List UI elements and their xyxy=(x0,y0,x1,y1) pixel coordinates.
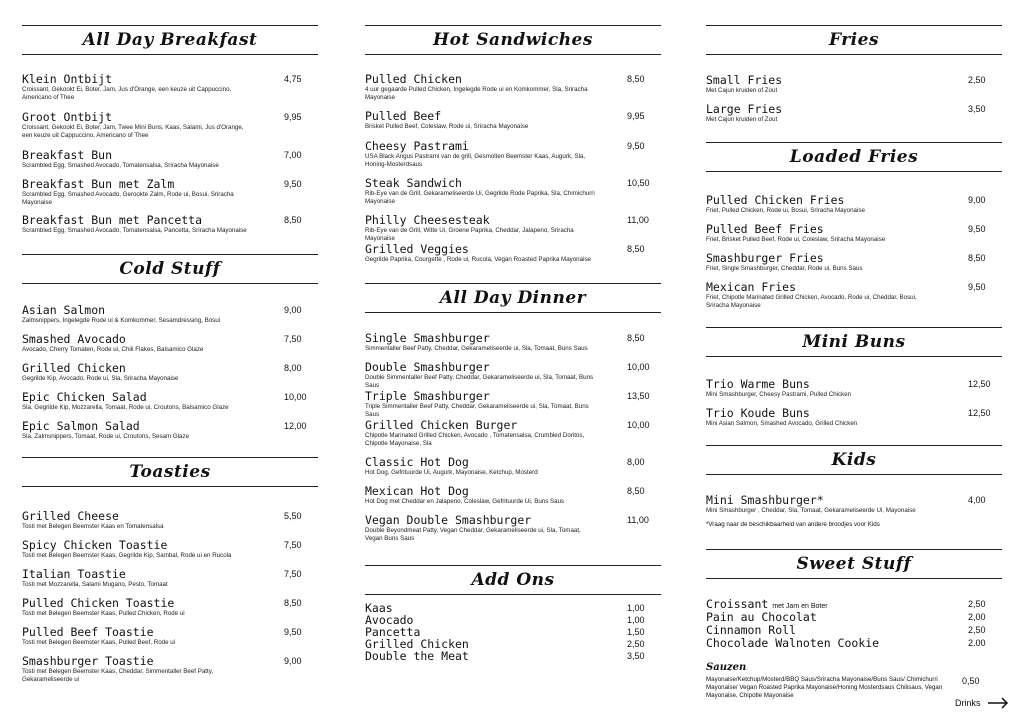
item-price: 1,00 xyxy=(627,603,645,613)
section-header-cold xyxy=(22,254,318,284)
item-name: Groot Ontbijt xyxy=(22,110,113,124)
item-name: Pulled Beef Toastie xyxy=(22,625,154,639)
menu-item xyxy=(365,361,661,389)
menu-item xyxy=(706,74,1002,95)
menu-item xyxy=(365,485,661,506)
item-description: Tosti met Belegen Beemster Kaas, Pulled Beef, Rode ui xyxy=(22,639,176,646)
item-description: Gegrilde Paprika, Courgette , Rode ui, Rucola, Vegan Roasted Paprika Mayonaise xyxy=(365,256,591,263)
item-description: Scrambled Egg, Smashed Avocado, Tomatensalsa, Sriracha Mayonaise xyxy=(22,162,219,169)
item-description: Brisket Pulled Beef, Coleslaw, Rode ui, Sriracha Mayonaise xyxy=(365,123,529,130)
item-name: Breakfast Bun met Pancetta xyxy=(22,213,203,227)
item-name: Klein Ontbijt xyxy=(22,72,113,86)
section-title: Fries xyxy=(828,30,880,50)
item-price: 9,50 xyxy=(284,627,302,637)
item-name: Breakfast Bun met Zalm xyxy=(22,177,175,191)
item-name: Vegan Double Smashburger xyxy=(365,513,532,527)
item-price: 9,95 xyxy=(284,112,302,122)
menu-item xyxy=(22,73,318,101)
item-price: 8,00 xyxy=(284,363,302,373)
item-price: 4,00 xyxy=(968,495,986,505)
menu-item xyxy=(22,510,318,531)
item-name: Large Fries xyxy=(706,102,783,116)
item-description: Hot Dog, Gefrituurde Ui, Augurk, Mayonaise, Ketchup, Mosterd xyxy=(365,469,538,476)
section-title: Hot Sandwiches xyxy=(433,30,593,50)
menu-item xyxy=(365,214,661,242)
item-price: 12,00 xyxy=(284,421,307,431)
item-name: Triple Smashburger xyxy=(365,389,490,403)
item-description: Gegrilde Kip, Avocado, Rode ui, Sla, Sriracha Mayonaise xyxy=(22,375,179,382)
menu-item xyxy=(365,140,661,168)
menu-item xyxy=(22,362,318,383)
item-name-text: Croissant xyxy=(706,597,769,611)
item-price: 9,50 xyxy=(284,179,302,189)
item-name: Italian Toastie xyxy=(22,567,126,581)
item-price: 9,50 xyxy=(968,282,986,292)
item-name: Pulled Chicken Toastie xyxy=(22,596,175,610)
item-price: 1,50 xyxy=(627,627,645,637)
item-name: Classic Hot Dog xyxy=(365,455,469,469)
item-price: 13,50 xyxy=(627,391,650,401)
item-price: 9,50 xyxy=(627,141,645,151)
menu-item xyxy=(365,73,661,101)
menu-item xyxy=(365,419,661,447)
item-price: 9,00 xyxy=(284,656,302,666)
menu-item xyxy=(706,637,1002,650)
item-name: Smashed Avocado xyxy=(22,332,126,346)
item-name: Philly Cheesesteak xyxy=(365,213,490,227)
item-price: 10,50 xyxy=(627,178,650,188)
item-name: Small Fries xyxy=(706,73,783,87)
section-header-kids xyxy=(706,445,1002,475)
menu-item xyxy=(22,333,318,354)
item-price: 2.00 xyxy=(968,638,986,648)
item-description: Sla, Gegrilde Kip, Mozzarella, Tomaat, Rode ui, Croutons, Balsamico Glaze xyxy=(22,404,229,411)
item-name: Avocado xyxy=(365,613,414,627)
menu-item xyxy=(22,178,318,206)
item-name: Asian Salmon xyxy=(22,303,106,317)
item-description: Double Simmentaller Beef Patty, Cheddar, Gekarameliseerde ui, Sla, Tomaat, Buns Saus xyxy=(365,374,594,389)
item-price: 8,50 xyxy=(284,215,302,225)
menu-item xyxy=(22,149,318,170)
item-name: Grilled Chicken xyxy=(365,637,469,651)
sauzen-price: 0,50 xyxy=(962,676,980,686)
menu-item xyxy=(706,494,1002,515)
item-price: 9,95 xyxy=(627,111,645,121)
section-header-loaded-fries xyxy=(706,142,1002,172)
item-name: Pancetta xyxy=(365,625,421,639)
item-price: 9,00 xyxy=(968,195,986,205)
item-name: Smashburger Toastie xyxy=(22,654,154,668)
section-title: Kids xyxy=(831,450,877,470)
item-price: 8,50 xyxy=(627,74,645,84)
item-description: Mini Smashburger , Cheddar, Sla, Tomaat, Gekarameliseerde Ui, Mayonaise xyxy=(706,507,916,514)
menu-item xyxy=(706,407,1002,428)
arrow-right-icon xyxy=(987,697,1009,709)
menu-item xyxy=(706,103,1002,124)
section-header-toasties xyxy=(22,457,318,487)
item-name: Double the Meat xyxy=(365,649,469,663)
item-name: Grilled Veggies xyxy=(365,242,469,256)
item-description: Friet, Pulled Chicken, Rode ui, Bosui, Sriracha Mayonaise xyxy=(706,207,865,214)
item-description: Sla, Zalmsnippers, Tomaat, Rode ui, Croutons, Sesam Glaze xyxy=(22,433,190,440)
menu-item xyxy=(22,626,318,647)
drinks-link[interactable] xyxy=(955,697,1009,709)
item-price: 12,50 xyxy=(968,408,991,418)
item-price: 12,50 xyxy=(968,379,991,389)
item-price: 7,00 xyxy=(284,150,302,160)
item-price: 1,00 xyxy=(627,615,645,625)
item-description: Chipotle Marinated Grilled Chicken, Avocado , Tomatensalsa, Crumbled Doritos, Chipotle Mayonaise, Sla xyxy=(365,432,585,447)
item-description: USA Black Angus Pastrami van de grill, Gesmolten Beemster Kaas, Augurk, Sla, Honing-Mosterdsaus xyxy=(365,153,586,168)
menu-item xyxy=(365,650,661,663)
item-price: 10,00 xyxy=(627,362,650,372)
item-price: 3,50 xyxy=(968,104,986,114)
item-description: Hot Dog met Cheddar en Jalapeno, Coleslaw, Gefrituurde Ui, Buns Saus xyxy=(365,498,565,505)
menu-item xyxy=(22,111,318,139)
menu-item xyxy=(706,194,1002,215)
drinks-label: Drinks xyxy=(955,698,981,708)
menu-item xyxy=(365,456,661,477)
item-name: Pain au Chocolat xyxy=(706,610,817,624)
menu-item xyxy=(706,281,1002,309)
item-name: Mini Smashburger* xyxy=(706,493,824,507)
item-description: Zalmsnippers, Ingelegde Rode ui & Komkommer, Sesamdressing, Bosui xyxy=(22,317,221,324)
item-name: Pulled Chicken xyxy=(365,72,462,86)
section-title: All Day Breakfast xyxy=(82,30,258,50)
item-price: 7,50 xyxy=(284,540,302,550)
item-name: Mexican Hot Dog xyxy=(365,484,469,498)
item-description: Tosti met Mozzarella, Salami Mugano, Pesto, Tomaat xyxy=(22,581,168,588)
section-header-dinner xyxy=(365,283,661,313)
section-header-hot-sandwiches xyxy=(365,25,661,55)
item-price: 8,50 xyxy=(627,486,645,496)
section-title: Cold Stuff xyxy=(119,259,221,279)
item-name: Grilled Cheese xyxy=(22,509,119,523)
item-price: 3,50 xyxy=(627,651,645,661)
sauzen-title: Sauzen xyxy=(706,662,747,673)
menu-item xyxy=(365,110,661,131)
item-price: 2,00 xyxy=(968,612,986,622)
item-price: 10,00 xyxy=(627,420,650,430)
kids-note: *Vraag naar de beschikbaarheid van andere broodjes voor Kids xyxy=(706,521,880,528)
item-price: 8,00 xyxy=(627,457,645,467)
item-description: Mini Asian Salmon, Smashed Avocado, Grilled Chicken xyxy=(706,420,858,427)
item-price: 8,50 xyxy=(968,253,986,263)
item-price: 4,75 xyxy=(284,74,302,84)
section-title: Add Ons xyxy=(471,570,555,590)
section-header-sweet xyxy=(706,549,1002,579)
section-header-addons xyxy=(365,565,661,595)
item-description: Tosti met Belegen Beemster Kaas, Cheddar, Simmentaller Beef Patty, Gekarameliseerde ui xyxy=(22,668,214,683)
item-description: Simmentaller Beef Patty, Cheddar, Gekarameliseerde ui, Sla, Tomaat, Buns Saus xyxy=(365,345,588,352)
item-description: Triple Simmentaller Beef Patty, Cheddar, Gekarameliseerde ui, Sla, Tomaat, Buns Saus xyxy=(365,403,589,418)
item-description: Rib-Eye van de Grill, Witte Ui, Groene Paprika, Cheddar, Jalapeno, Sriracha Mayonaise xyxy=(365,227,574,242)
menu-item xyxy=(365,390,661,418)
item-description: Double Beyondmeat Patty, Vegan Cheddar, Gekarameliseerde ui, Sla, Tomaat, Vegan Buns Saus xyxy=(365,527,581,542)
section-title: All Day Dinner xyxy=(439,288,587,308)
item-description: 4 uur gegaarde Pulled Chicken, Ingelegde Rode ui en Komkommer, Sla, Sriracha Mayonaise xyxy=(365,86,588,101)
item-price: 9,00 xyxy=(284,305,302,315)
item-description: Mini Smashburger, Cheesy Pastrami, Pulled Chicken xyxy=(706,391,852,398)
item-name: Grilled Chicken Burger xyxy=(365,418,518,432)
item-name: Cheesy Pastrami xyxy=(365,139,469,153)
item-description: Friet, Chipotle Marinated Grilled Chicken, Avocado, Rode ui, Cheddar, Bosui, Sriracha Mayonaise xyxy=(706,294,917,309)
menu-item xyxy=(706,252,1002,273)
item-price: 2,50 xyxy=(968,599,986,609)
section-header-mini-buns xyxy=(706,327,1002,357)
menu-item xyxy=(365,243,661,264)
item-name: Single Smashburger xyxy=(365,331,490,345)
item-description: Met Cajun kruiden of Zout xyxy=(706,87,778,94)
item-price: 2,50 xyxy=(968,625,986,635)
section-header-fries xyxy=(706,25,1002,55)
menu-item xyxy=(706,378,1002,399)
item-price: 7,50 xyxy=(284,334,302,344)
item-name: Kaas xyxy=(365,601,393,615)
item-description: Scrambled Egg, Smashed Avocado, Tomatensalsa, Pancetta, Sriracha Mayonaise xyxy=(22,227,247,234)
menu-item xyxy=(22,391,318,412)
item-description: Met Cajun kruiden of Zout xyxy=(706,116,778,123)
item-price: 2,50 xyxy=(968,75,986,85)
item-price: 2,50 xyxy=(627,639,645,649)
item-description: Rib-Eye van de Grill, Gekarameliseerde Ui, Gegrilde Rode Paprika, Sla, Chimichurri Mayonaise xyxy=(365,190,595,205)
menu-item xyxy=(22,655,318,683)
menu-item xyxy=(365,177,661,205)
item-price: 8,50 xyxy=(627,333,645,343)
item-name: Epic Salmon Salad xyxy=(22,419,140,433)
menu-item xyxy=(365,332,661,353)
section-header-breakfast xyxy=(22,25,318,55)
menu-item xyxy=(22,214,318,235)
item-name: Double Smashburger xyxy=(365,360,490,374)
menu-item xyxy=(365,514,661,542)
item-description: Avocado, Cherry Tomaten, Rode ui, Chili Flakes, Balsamico Glaze xyxy=(22,346,204,353)
item-description: Croissant, Gekookt Ei, Boter, Jam, Twee Mini Buns, Kaas, Salami, Jus d'Orange, een keuze uit Cappuccino, Americano of Thee xyxy=(22,124,244,139)
item-price: 10,00 xyxy=(284,392,307,402)
item-description: Friet, Brisket Pulled Beef, Rode ui, Coleslaw, Sriracha Mayonaise xyxy=(706,236,886,243)
item-name: Smashburger Fries xyxy=(706,251,824,265)
item-description: Tosti met Belegen Beemster Kaas, Pulled Chicken, Rode ui xyxy=(22,610,185,617)
item-description: Croissant, Gekookt Ei, Boter, Jam, Jus d'Orange, een keuze uit Cappuccino, Americano of Thee xyxy=(22,86,232,101)
item-name: Trio Koude Buns xyxy=(706,406,810,420)
section-title: Sweet Stuff xyxy=(796,554,912,574)
menu-item xyxy=(22,304,318,325)
sauzen-desc: Mayonaise/Ketchup/Mosterd/BBQ Saus/Sriracha Mayonaise/Buns Saus/ Chimichurri Mayonaise/ Vegan Roasted Paprika Mayonaise/Honing Mosterdsaus Chilisaus, Vegan Mayonaise, Chipotle Mayonaise xyxy=(706,676,943,699)
menu-item xyxy=(22,568,318,589)
item-name: Spicy Chicken Toastie xyxy=(22,538,168,552)
item-name: Trio Warme Buns xyxy=(706,377,810,391)
item-name: Pulled Chicken Fries xyxy=(706,193,845,207)
item-name: Breakfast Bun xyxy=(22,148,113,162)
croissant-inline-desc: met Jam en Boter xyxy=(772,603,828,610)
section-title: Loaded Fries xyxy=(789,147,919,167)
item-name: Mexican Fries xyxy=(706,280,797,294)
menu-item xyxy=(22,597,318,618)
item-name: Pulled Beef xyxy=(365,109,442,123)
section-title: Mini Buns xyxy=(802,332,906,352)
item-name: Pulled Beef Fries xyxy=(706,222,824,236)
item-description: Tosti met Belegen Beemster Kaas en Tomatensalsa xyxy=(22,523,164,530)
item-name: Grilled Chicken xyxy=(22,361,126,375)
item-name: Steak Sandwich xyxy=(365,176,462,190)
menu-item xyxy=(22,539,318,560)
item-price: 5,50 xyxy=(284,511,302,521)
item-description: Scrambled Egg, Smashed Avocado, Gerookte Zalm, Rode ui, Bosui, Sriracha Mayonaise xyxy=(22,191,234,206)
item-name: Epic Chicken Salad xyxy=(22,390,147,404)
item-name: Cinnamon Roll xyxy=(706,623,797,637)
menu-item xyxy=(22,420,318,441)
menu-item xyxy=(706,223,1002,244)
item-price: 8,50 xyxy=(627,244,645,254)
item-price: 11,00 xyxy=(627,215,649,225)
item-price: 11,00 xyxy=(627,515,649,525)
item-price: 7,50 xyxy=(284,569,302,579)
item-description: Friet, Single Smashburger, Cheddar, Rode ui, Buns Saus xyxy=(706,265,863,272)
section-title: Toasties xyxy=(129,462,211,482)
item-name: Chocolade Walnoten Cookie xyxy=(706,636,880,650)
item-description: Tosti met Belegen Beemster Kaas, Gegrilde Kip, Sambal, Rode ui en Rucola xyxy=(22,552,232,559)
item-price: 9,50 xyxy=(968,224,986,234)
item-price: 8,50 xyxy=(284,598,302,608)
